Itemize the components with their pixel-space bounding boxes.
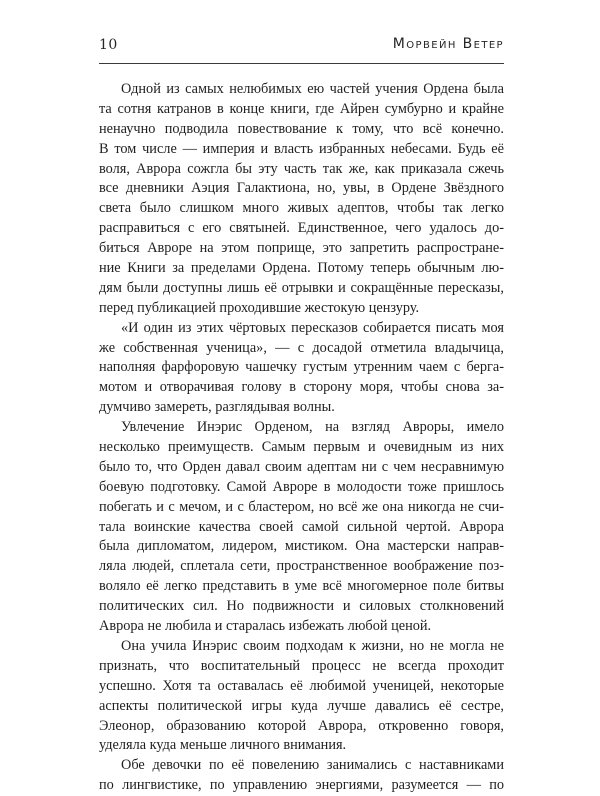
text-line: была дипломатом, лидером, мистиком. Она мастерски направ- [99,538,504,555]
text-line: несколько преимуществ. Самым первым и очевидным из них [99,439,504,456]
text-line: думчиво замереть, разглядывая волны. [99,399,335,416]
text-line: ненаучно подводила повествование к тому, что всё конечно. [99,120,504,137]
text-line: успешно. Хотя та оставалась её любимой ученицей, некоторые [99,677,504,694]
page-number: 10 [99,37,118,53]
text-line: воляло её легко представить в уме всё многомерное поле битвы [99,578,504,595]
paragraph [99,637,504,756]
text-line: Элеонор, образованию которой Аврора, откровенно говоря, [99,717,504,734]
text-line: по лингвистике, по управлению энергиями, разумеется — по [99,777,504,794]
text-line: ние Книги за пределами Ордена. Потому теперь обычным лю- [99,260,504,277]
paragraph [99,756,504,796]
text-line: же собственная ученица», — с досадой отметила владычица, [99,339,504,356]
text-line: Одной из самых нелюбимых ею частей учения Ордена была [121,81,504,97]
text-line: было то, что Орден давал своим адептам ни с чем несравнимую [99,458,504,475]
text-line: признать, что воспитательный процесс не всегда проходит [99,657,504,674]
text-line: уделяла куда меньше личного внимания. [99,737,347,754]
text-line: тала воинские качества своей самой сильной чертой. Аврора [99,518,504,535]
text-line: все дневники Аэция Галактиона, но, увы, в Ордене Звёздного [99,180,504,197]
paragraph [99,319,504,418]
text-line: побегать и с мечом, и с бластером, но всё же она никогда не счи- [99,498,504,515]
running-title: Морвейн Ветер [392,36,504,52]
text-line: В том числе — империя и власть избранных небесами. Будь её [99,140,504,157]
text-line: мотом и отворачивая голову в сторону моря, чтобы снова за- [99,379,504,396]
text-line: политических сил. Но подвижности и силовых столкновений [99,598,504,615]
text-line: света было слишком много живых адептов, чтобы так легко [99,200,504,217]
paragraph [99,418,504,637]
text-line: Она учила Инэрис своим подходам к жизни, но не могла не [121,637,504,654]
text-line: наполняя фарфоровую чашечку густым утренним чаем с берга- [99,359,504,376]
text-line: Аврора не любила и старалась избежать любой ценой. [99,618,432,635]
paragraph [99,80,504,319]
text-line: расправиться с его святыней. Единственное, чего удалось до- [99,220,504,237]
text-line: перед публикацией проходившие жестокую цензуру. [99,299,420,316]
text-line: Обе девочки по её повелению занимались с наставниками [121,757,504,774]
text-line: боевую подготовку. Самой Авроре в молодости тоже пришлось [99,478,504,495]
header-rule [99,63,504,64]
text-line: дям были доступны лишь её отрывки и сокращённые пересказы, [99,279,504,296]
body-text [99,80,504,796]
running-header [99,36,504,60]
text-line: ляла людей, сплетала сети, пространственное воображение поз- [99,558,504,575]
text-line: воля, Аврора сожгла бы эту часть так же, как приказала сжечь [99,160,504,177]
text-line: «И один из этих чёртовых пересказов собирается писать моя [121,319,504,336]
text-line: та сотня катранов в конце книги, где Айрен сумбурно и крайне [99,100,504,117]
text-line: биться Авроре на этом поприще, это запретить распростране- [99,240,504,257]
text-line: аспекты политической игры куда лучше давались её сестре, [99,697,504,714]
text-line: Увлечение Инэрис Орденом, на взгляд Авроры, имело [121,419,504,436]
